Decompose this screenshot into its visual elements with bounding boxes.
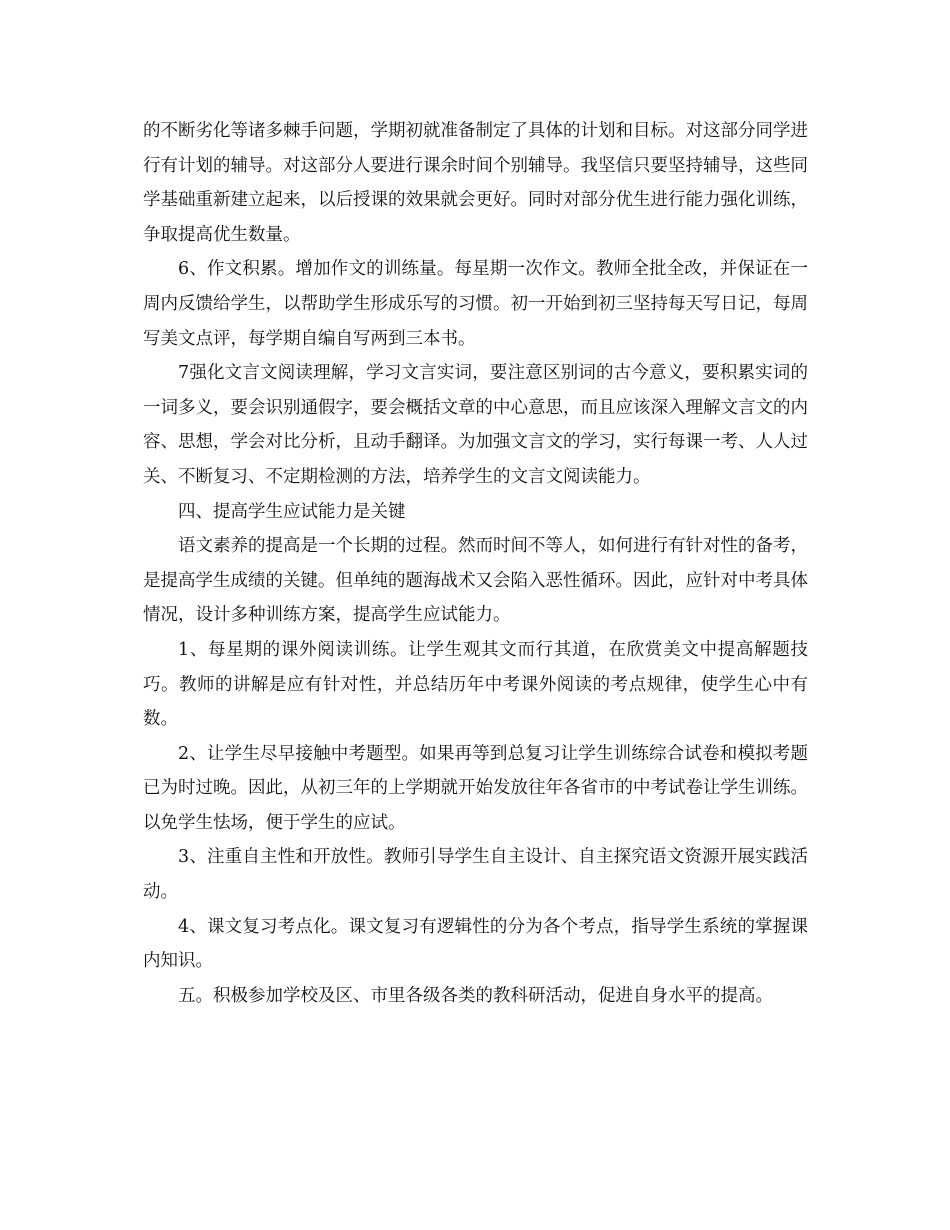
- paragraph-3: 7强化文言文阅读理解，学习文言实词，要注意区别词的古今意义，要积累实词的一词多义，要会识别通假字，要会概括文章的中心意思，而且应该深入理解文言文的内容、思想，学会对比分析，且动手翻译。为加强文言文的学习，实行每课一考、人人过关、不断复习、不定期检测的方法，培养学生的文言文阅读能力。: [143, 363, 808, 487]
- section-heading-4: 四、提高学生应试能力是关键: [178, 501, 406, 522]
- paragraph-2: 6、作文积累。增加作文的训练量。每星期一次作文。教师全批全改，并保证在一周内反馈给学生，以帮助学生形成乐写的习惯。初一开始到初三坚持每天写日记，每周写美文点评，每学期自编自写两到三本书。: [143, 259, 808, 349]
- paragraph-8: 3、注重自主性和开放性。教师引导学生自主设计、自主探究语文资源开展实践活动。: [143, 847, 808, 903]
- paragraph-6: 1、每星期的课外阅读训练。让学生观其文而行其道，在欣赏美文中提高解题技巧。教师的讲解是应有针对性，并总结历年中考课外阅读的考点规律，使学生心中有数。: [143, 639, 808, 730]
- paragraph-5: 语文素养的提高是一个长期的过程。然而时间不等人，如何进行有针对性的备考，是提高学生成绩的关键。但单纯的题海战术又会陷入恶性循环。因此，应针对中考具体情况，设计多种训练方案，提高学生应试能力。: [143, 536, 808, 626]
- section-heading-5: 五。积极参加学校及区、市里各级各类的教科研活动，促进自身水平的提高。: [178, 985, 773, 1006]
- paragraph-7: 2、让学生尽早接触中考题型。如果再等到总复习让学生训练综合试卷和模拟考题已为时过晚。因此，从初三年的上学期就开始发放往年各省市的中考试卷让学生训练。以免学生怯场，便于学生的应试。: [143, 743, 808, 833]
- paragraph-1: 的不断劣化等诸多棘手问题，学期初就准备制定了具体的计划和目标。对这部分同学进行有计划的辅导。对这部分人要进行课余时间个别辅导。我坚信只要坚持辅导，这些同学基础重新建立起来，以后授课的效果就会更好。同时对部分优生进行能力强化训练，争取提高优生数量。: [143, 121, 808, 245]
- document-page: [143, 114, 808, 1013]
- paragraph-9: 4、课文复习考点化。课文复习有逻辑性的分为各个考点，指导学生系统的掌握课内知识。: [143, 916, 808, 972]
